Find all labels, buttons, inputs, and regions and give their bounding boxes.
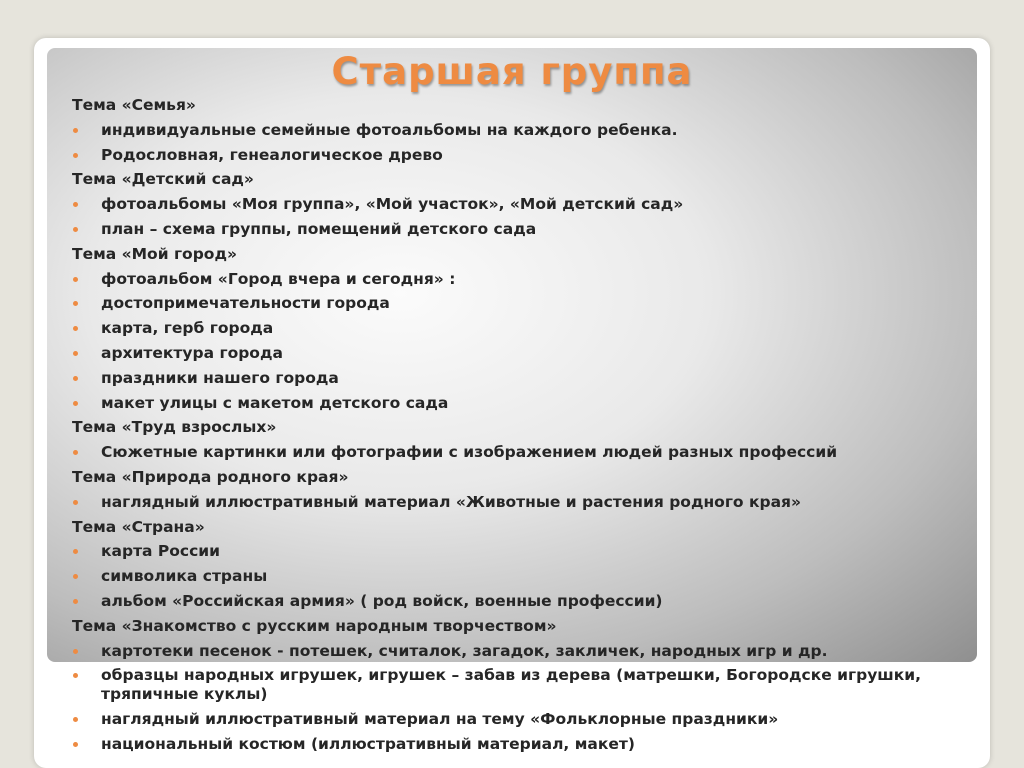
bullet-dot-icon xyxy=(73,717,78,722)
bullet-dot-icon xyxy=(73,500,78,505)
bullet-dot-icon xyxy=(73,401,78,406)
bullet-dot-icon xyxy=(73,351,78,356)
bullet-item-text: достопримечательности города xyxy=(101,294,390,313)
bullet-item xyxy=(72,542,972,561)
bullet-item xyxy=(72,592,972,611)
bullet-item-text: символика страны xyxy=(101,567,268,586)
bullet-item-text: образцы народных игрушек, игрушек – забав из дерева (матрешки, Богородске игрушки, тряпичные куклы) xyxy=(101,666,922,704)
bullet-item xyxy=(72,394,972,413)
bullet-dot-icon xyxy=(73,549,78,554)
bullet-item-text: Родословная, генеалогическое древо xyxy=(101,145,443,164)
bullet-item-text: план – схема группы, помещений детского сада xyxy=(101,219,537,238)
topic-heading xyxy=(72,617,972,636)
bullet-dot-icon xyxy=(73,128,78,133)
topic-heading-text: Тема «Природа родного края» xyxy=(72,467,349,486)
topic-heading-text: Тема «Мой город» xyxy=(72,244,237,263)
bullet-item xyxy=(72,369,972,388)
topic-heading-text: Тема «Знакомство с русским народным творчеством» xyxy=(72,616,557,635)
bullet-item-text: Сюжетные картинки или фотографии с изображением людей разных профессий xyxy=(101,443,838,462)
topic-heading-text: Тема «Страна» xyxy=(72,517,205,536)
bullet-dot-icon xyxy=(73,450,78,455)
bullet-dot-icon xyxy=(73,742,78,747)
bullet-item xyxy=(72,710,972,729)
bullet-item-text: праздники нашего города xyxy=(101,368,339,387)
bullet-item-text: карта, герб города xyxy=(101,319,274,338)
topic-heading-text: Тема «Семья» xyxy=(72,96,196,114)
bullet-dot-icon xyxy=(73,227,78,232)
bullet-item-text: картотеки песенок - потешек, считалок, загадок, закличек, народных игр и др. xyxy=(101,641,828,660)
bullet-item xyxy=(72,195,972,214)
bullet-dot-icon xyxy=(73,376,78,381)
topic-heading xyxy=(72,245,972,264)
topic-heading xyxy=(72,518,972,537)
bullet-item xyxy=(72,443,972,462)
bullet-dot-icon xyxy=(73,153,78,158)
bullet-item-text: макет улицы с макетом детского сада xyxy=(101,393,449,412)
bullet-item xyxy=(72,220,972,239)
bullet-dot-icon xyxy=(73,649,78,654)
bullet-item-text: фотоальбомы «Моя группа», «Мой участок», «Мой детский сад» xyxy=(101,195,684,214)
bullet-item xyxy=(72,121,972,140)
bullet-dot-icon xyxy=(73,673,78,678)
bullet-item-text: архитектура города xyxy=(101,343,283,362)
bullet-item-text: индивидуальные семейные фотоальбомы на каждого ребенка. xyxy=(101,120,678,139)
bullet-dot-icon xyxy=(73,574,78,579)
topic-heading-text: Тема «Детский сад» xyxy=(72,170,254,189)
bullet-item-text: национальный костюм (иллюстративный материал, макет) xyxy=(101,734,635,753)
topic-heading xyxy=(72,170,972,189)
bullet-dot-icon xyxy=(73,277,78,282)
bullet-item xyxy=(72,319,972,338)
bullet-item-text: наглядный иллюстративный материал «Животные и растения родного края» xyxy=(101,492,801,511)
bullet-item xyxy=(72,642,972,661)
bullet-item xyxy=(72,567,972,586)
bullet-item-text: фотоальбом «Город вчера и сегодня» : xyxy=(101,269,456,288)
bullet-item xyxy=(72,666,972,704)
bullet-item xyxy=(72,146,972,165)
bullet-item-text: альбом «Российская армия» ( род войск, военные профессии) xyxy=(101,591,663,610)
bullet-dot-icon xyxy=(73,599,78,604)
slide-content xyxy=(72,96,972,760)
bullet-dot-icon xyxy=(73,202,78,207)
slide-title: Старшая группа xyxy=(331,50,693,93)
topic-heading-text: Тема «Труд взрослых» xyxy=(72,418,277,437)
bullet-item-text: наглядный иллюстративный материал на тему «Фольклорные праздники» xyxy=(101,710,779,729)
bullet-item-text: карта России xyxy=(101,542,221,561)
topic-heading xyxy=(72,96,972,115)
topic-heading xyxy=(72,418,972,437)
bullet-item xyxy=(72,344,972,363)
bullet-dot-icon xyxy=(73,301,78,306)
bullet-item xyxy=(72,493,972,512)
topic-heading xyxy=(72,468,972,487)
bullet-dot-icon xyxy=(73,326,78,331)
bullet-item xyxy=(72,294,972,313)
bullet-item xyxy=(72,270,972,289)
bullet-item xyxy=(72,735,972,754)
